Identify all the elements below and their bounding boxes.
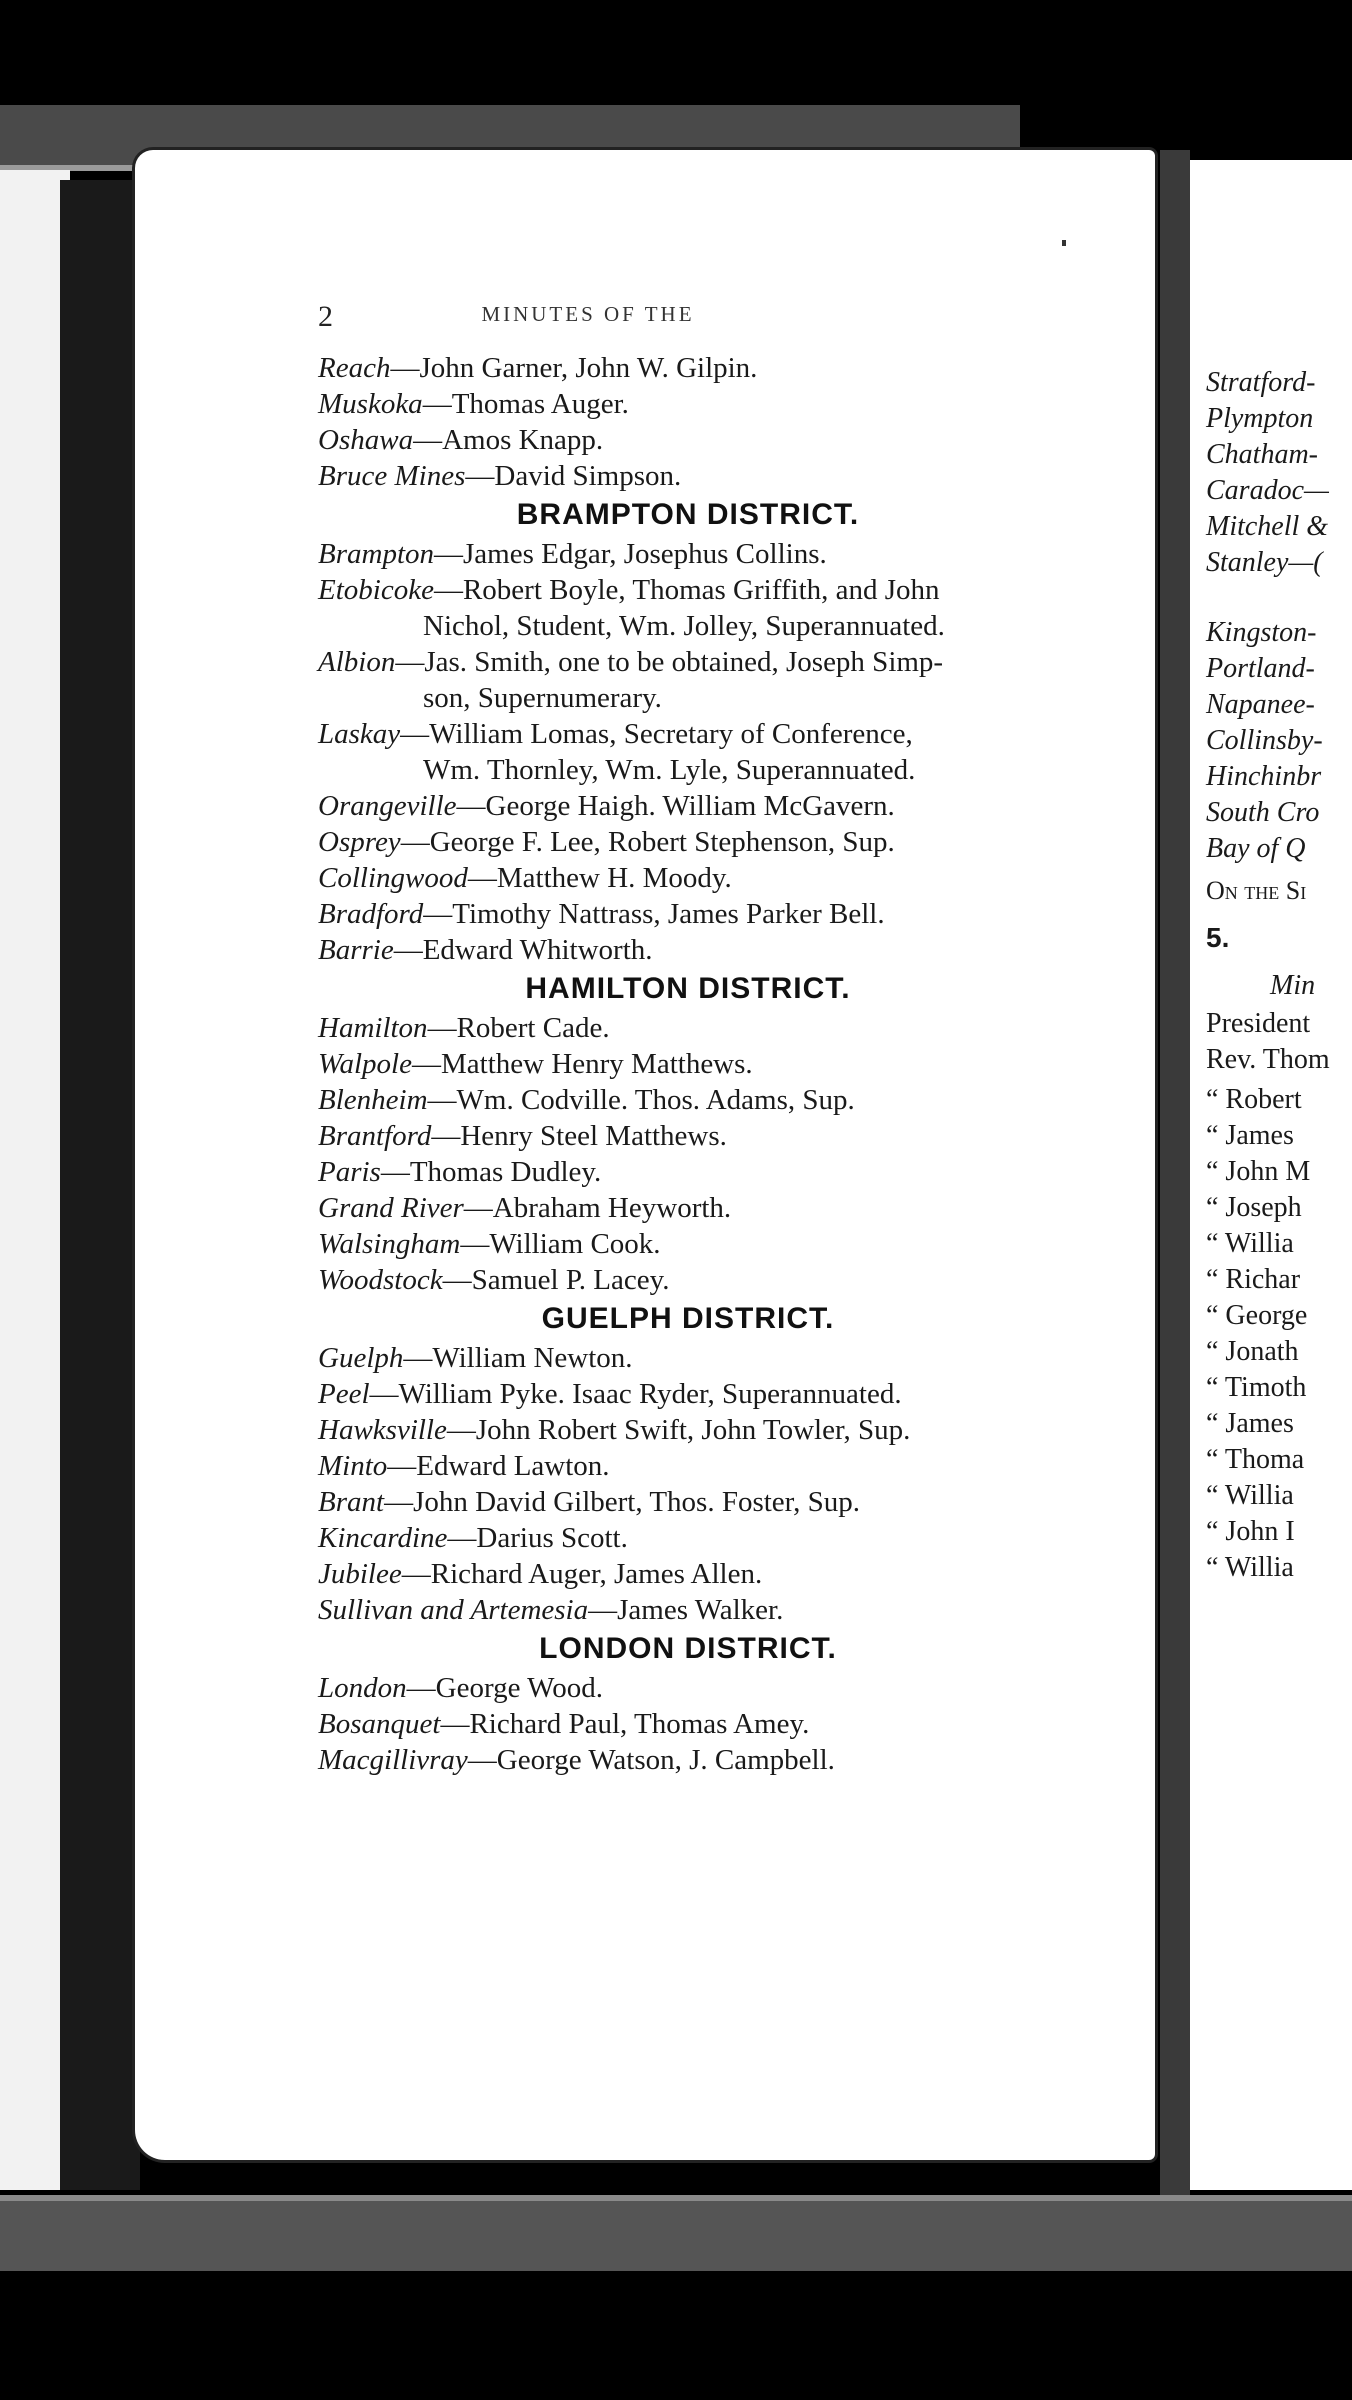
facing-page-line: “ Joseph (1206, 1192, 1302, 1223)
preacher-names: —Robert Boyle, Thomas Griffith, and John (433, 574, 940, 606)
facing-page-line: “ James (1206, 1120, 1294, 1151)
circuit-name: Guelph (318, 1342, 404, 1374)
facing-page-line: Napanee- (1206, 689, 1315, 720)
entry-continuation: Nichol, Student, Wm. Jolley, Superannuated. (423, 610, 945, 642)
circuit-name: Bradford (318, 898, 424, 930)
preacher-names: —Wm. Codville. Thos. Adams, Sup. (427, 1084, 855, 1116)
circuit-name: Osprey (318, 826, 401, 858)
circuit-name: Peel (318, 1378, 370, 1410)
preacher-names: —John David Gilbert, Thos. Foster, Sup. (384, 1486, 861, 1518)
preacher-names: —Amos Knapp. (413, 424, 604, 456)
page-gutter (1160, 150, 1190, 2195)
circuit-name: Brampton (318, 538, 434, 570)
facing-page-line: “ John M (1206, 1156, 1311, 1187)
facing-page-line: “ Willia (1206, 1480, 1294, 1511)
preacher-names: —George Watson, J. Campbell. (467, 1744, 835, 1776)
preacher-names: —Edward Lawton. (387, 1450, 610, 1482)
preacher-names: —William Lomas, Secretary of Conference, (400, 718, 913, 750)
facing-page-line: Caradoc— (1206, 475, 1329, 506)
facing-page-line: “ Robert (1206, 1084, 1302, 1115)
facing-page-line: Min (1270, 970, 1316, 1001)
circuit-name: Jubilee (318, 1558, 402, 1590)
preacher-names: —Robert Cade. (427, 1012, 610, 1044)
preacher-names: —Abraham Heyworth. (463, 1192, 732, 1224)
preacher-names: —George Wood. (406, 1672, 603, 1704)
circuit-entry (318, 1190, 1138, 1226)
circuit-name: Hamilton (318, 1012, 428, 1044)
circuit-name: Walsingham (318, 1228, 461, 1260)
entry-continuation: Wm. Thornley, Wm. Lyle, Superannuated. (423, 754, 916, 786)
district-heading: GUELPH DISTRICT. (541, 1302, 835, 1335)
circuit-name: Paris (318, 1156, 381, 1188)
facing-page-line: “ James (1206, 1408, 1294, 1439)
scan-bottom-band (0, 2195, 1352, 2271)
facing-page-line: Hinchinbr (1206, 761, 1322, 792)
circuit-name: Bruce Mines (318, 460, 466, 492)
preacher-names: —Matthew Henry Matthews. (411, 1048, 753, 1080)
preacher-names: —James Edgar, Josephus Collins. (434, 538, 827, 570)
circuit-name: Sullivan and Artemesia (318, 1594, 589, 1626)
print-speck (1062, 240, 1066, 246)
circuit-entry (318, 422, 1138, 458)
facing-page-line: Rev. Thom (1206, 1044, 1330, 1075)
facing-page-line: “ Jonath (1206, 1336, 1299, 1367)
facing-page-line: “ Willia (1206, 1228, 1294, 1259)
preacher-names: —William Newton. (403, 1342, 633, 1374)
facing-page-line: Portland- (1206, 653, 1315, 684)
circuit-entry (318, 572, 1138, 608)
circuit-entry (318, 1010, 1138, 1046)
preacher-names: —George F. Lee, Robert Stephenson, Sup. (400, 826, 895, 858)
page-number: 2 (318, 300, 333, 333)
circuit-entry (318, 1670, 1138, 1706)
facing-page-line: “ Richar (1206, 1264, 1301, 1295)
district-heading: LONDON DISTRICT. (539, 1632, 837, 1665)
preacher-names: —James Walker. (588, 1594, 784, 1626)
book-spine-shadow (60, 180, 140, 2190)
circuit-name: Walpole (318, 1048, 412, 1080)
district-heading: HAMILTON DISTRICT. (525, 972, 851, 1005)
circuit-name: Bosanquet (318, 1708, 441, 1740)
facing-page-line: 5. (1206, 922, 1230, 953)
circuit-entry (318, 1262, 1138, 1298)
circuit-name: Etobicoke (318, 574, 434, 606)
facing-page-line: Stratford- (1206, 367, 1316, 398)
circuit-entry (318, 644, 1138, 680)
circuit-entry (318, 350, 1138, 386)
circuit-name: London (318, 1672, 407, 1704)
circuit-entry (318, 932, 1138, 968)
circuit-name: Albion (318, 646, 396, 678)
circuit-name: Woodstock (318, 1264, 443, 1296)
entry-continuation: son, Supernumerary. (423, 682, 662, 714)
facing-page-line: President (1206, 1008, 1311, 1039)
facing-page-fragment (1190, 160, 1352, 2190)
preacher-names: —Thomas Dudley. (380, 1156, 602, 1188)
circuit-name: Minto (318, 1450, 388, 1482)
circuit-entry (318, 386, 1138, 422)
circuit-name: Orangeville (318, 790, 457, 822)
circuit-name: Grand River (318, 1192, 464, 1224)
facing-page-line: Stanley—( (1206, 547, 1323, 578)
facing-page-line: “ Timoth (1206, 1372, 1307, 1403)
circuit-entry (318, 1592, 1138, 1628)
facing-page-line: On the Si (1206, 876, 1307, 905)
facing-page-line: “ Willia (1206, 1552, 1294, 1583)
circuit-name: Oshawa (318, 424, 414, 456)
facing-page-line: South Cro (1206, 797, 1320, 828)
circuit-name: Reach (318, 352, 391, 384)
preacher-names: —Darius Scott. (447, 1522, 628, 1554)
page-header (318, 300, 858, 340)
preacher-names: —Matthew H. Moody. (467, 862, 732, 894)
preacher-names: —David Simpson. (465, 460, 682, 492)
district-heading: BRAMPTON DISTRICT. (516, 498, 860, 531)
circuit-name: Collingwood (318, 862, 468, 894)
circuit-entry (318, 1520, 1138, 1556)
circuit-entry (318, 1556, 1138, 1592)
circuit-name: Hawksville (318, 1414, 447, 1446)
circuit-entry (318, 1082, 1138, 1118)
circuit-entry (318, 716, 1138, 752)
facing-page-line: Chatham- (1206, 439, 1318, 470)
circuit-entry (318, 1046, 1138, 1082)
facing-page-line: Mitchell & (1206, 511, 1329, 542)
circuit-name: Barrie (318, 934, 394, 966)
preacher-names: —Richard Paul, Thomas Amey. (440, 1708, 810, 1740)
facing-page-line: Bay of Q (1206, 833, 1306, 864)
circuit-entry (318, 1448, 1138, 1484)
circuit-name: Laskay (318, 718, 401, 750)
preacher-names: —Jas. Smith, one to be obtained, Joseph Simp- (395, 646, 944, 678)
preacher-names: —Thomas Auger. (422, 388, 629, 420)
circuit-name: Kincardine (318, 1522, 448, 1554)
preacher-names: —William Cook. (460, 1228, 661, 1260)
appointments-list (318, 350, 1138, 1778)
circuit-name: Blenheim (318, 1084, 428, 1116)
circuit-entry (318, 788, 1138, 824)
running-head: MINUTES OF THE (481, 302, 695, 326)
preacher-names: —Edward Whitworth. (393, 934, 653, 966)
circuit-entry (318, 1340, 1138, 1376)
facing-page-line: “ John I (1206, 1516, 1295, 1547)
circuit-entry (318, 1706, 1138, 1742)
circuit-entry (318, 1118, 1138, 1154)
circuit-entry (318, 896, 1138, 932)
facing-page-line: Collinsby- (1206, 725, 1323, 756)
circuit-name: Brant (318, 1486, 385, 1518)
facing-page-line: “ Thoma (1206, 1444, 1305, 1475)
circuit-entry (318, 1226, 1138, 1262)
circuit-entry (318, 458, 1138, 494)
circuit-entry (318, 1412, 1138, 1448)
preacher-names: —John Robert Swift, John Towler, Sup. (446, 1414, 911, 1446)
preacher-names: —Richard Auger, James Allen. (401, 1558, 763, 1590)
preacher-names: —William Pyke. Isaac Ryder, Superannuated. (369, 1378, 902, 1410)
facing-page-line: Kingston- (1206, 617, 1317, 648)
preacher-names: —John Garner, John W. Gilpin. (390, 352, 758, 384)
facing-page-line: “ George (1206, 1300, 1308, 1331)
circuit-name: Macgillivray (318, 1744, 468, 1776)
preacher-names: —Samuel P. Lacey. (442, 1264, 670, 1296)
preacher-names: —Henry Steel Matthews. (431, 1120, 727, 1152)
circuit-entry (318, 1154, 1138, 1190)
circuit-name: Brantford (318, 1120, 432, 1152)
circuit-entry (318, 536, 1138, 572)
circuit-name: Muskoka (318, 388, 423, 420)
preacher-names: —George Haigh. William McGavern. (456, 790, 895, 822)
circuit-entry (318, 1742, 1138, 1778)
circuit-entry (318, 860, 1138, 896)
preacher-names: —Timothy Nattrass, James Parker Bell. (423, 898, 885, 930)
circuit-entry (318, 1376, 1138, 1412)
circuit-entry (318, 1484, 1138, 1520)
circuit-entry (318, 824, 1138, 860)
facing-page-line: Plympton (1206, 403, 1314, 434)
